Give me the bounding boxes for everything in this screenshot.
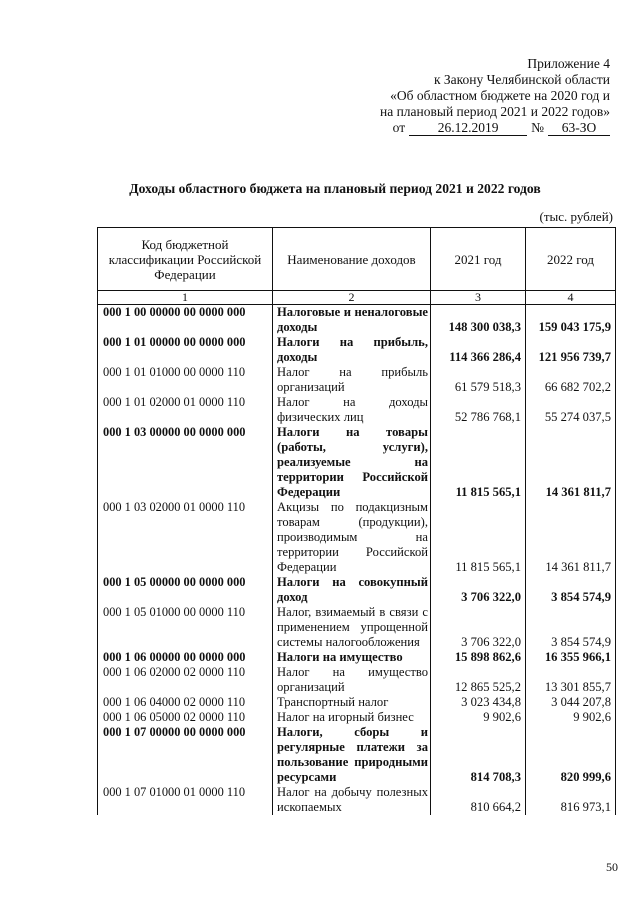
row-value-2021: 148 300 038,3	[431, 305, 526, 336]
row-value-2021: 3 706 322,0	[431, 575, 526, 605]
appendix-title: Приложение 4	[527, 56, 610, 71]
row-code: 000 1 05 01000 00 0000 110	[98, 605, 273, 650]
row-value-2021: 11 815 565,1	[431, 500, 526, 575]
from-label: от	[392, 120, 406, 135]
law-number: 63-ЗО	[548, 121, 610, 136]
row-name: Налоги, сборы и регулярные платежи за пользование природными ресурсами	[273, 725, 431, 785]
row-value-2021: 810 664,2	[431, 785, 526, 815]
header-2021: 2021 год	[431, 228, 526, 291]
table-row	[98, 650, 616, 665]
row-code: 000 1 00 00000 00 0000 000	[98, 305, 273, 336]
row-value-2021: 9 902,6	[431, 710, 526, 725]
row-value-2021: 15 898 862,6	[431, 650, 526, 665]
row-value-2021: 814 708,3	[431, 725, 526, 785]
row-name: Налоговые и неналоговые доходы	[273, 305, 431, 336]
row-name: Налог на имущество организаций	[273, 665, 431, 695]
document-title: Доходы областного бюджета на плановый период 2021 и 2022 годов	[129, 181, 541, 196]
column-number-row	[98, 291, 616, 305]
row-name: Налоги на товары (работы, услуги), реализуемые на территории Российской Федерации	[273, 425, 431, 500]
column-number-3: 3	[431, 291, 526, 305]
row-name: Налог на добычу полезных ископаемых	[273, 785, 431, 815]
row-code: 000 1 01 01000 00 0000 110	[98, 365, 273, 395]
row-code: 000 1 06 04000 02 0000 110	[98, 695, 273, 710]
appendix-law-reference: к Закону Челябинской области	[433, 72, 610, 87]
table-row	[98, 725, 616, 785]
row-code: 000 1 05 00000 00 0000 000	[98, 575, 273, 605]
row-name: Налоги на имущество	[273, 650, 431, 665]
appendix-law-name-2: на плановый период 2021 и 2022 годов»	[379, 104, 610, 119]
row-value-2022: 55 274 037,5	[526, 395, 616, 425]
row-value-2021: 11 815 565,1	[431, 425, 526, 500]
row-code: 000 1 01 02000 01 0000 110	[98, 395, 273, 425]
header-2022: 2022 год	[526, 228, 616, 291]
table-row	[98, 695, 616, 710]
row-name: Налог на доходы физических лиц	[273, 395, 431, 425]
row-value-2021: 114 366 286,4	[431, 335, 526, 365]
revenue-table	[97, 227, 616, 815]
row-value-2021: 3 706 322,0	[431, 605, 526, 650]
row-value-2022: 816 973,1	[526, 785, 616, 815]
row-value-2022: 3 854 574,9	[526, 605, 616, 650]
table-row	[98, 305, 616, 336]
page-number: 50	[606, 860, 618, 874]
table-row	[98, 785, 616, 815]
appendix-law-name-1: «Об областном бюджете на 2020 год и	[390, 88, 610, 103]
table-row	[98, 710, 616, 725]
table-row	[98, 575, 616, 605]
table-row	[98, 500, 616, 575]
table-row	[98, 605, 616, 650]
row-code: 000 1 03 00000 00 0000 000	[98, 425, 273, 500]
header-name: Наименование доходов	[273, 228, 431, 291]
table-row	[98, 425, 616, 500]
row-code: 000 1 07 01000 01 0000 110	[98, 785, 273, 815]
row-code: 000 1 01 00000 00 0000 000	[98, 335, 273, 365]
row-value-2022: 3 044 207,8	[526, 695, 616, 710]
row-value-2022: 14 361 811,7	[526, 425, 616, 500]
appendix-header	[310, 56, 610, 136]
row-value-2021: 12 865 525,2	[431, 665, 526, 695]
row-value-2022: 66 682 702,2	[526, 365, 616, 395]
column-number-4: 4	[526, 291, 616, 305]
table-body	[98, 305, 616, 816]
row-code: 000 1 06 02000 02 0000 110	[98, 665, 273, 695]
row-name: Акцизы по подакцизным товарам (продукции), производимым на территории Российской Федерации	[273, 500, 431, 575]
row-name: Налог на игорный бизнес	[273, 710, 431, 725]
row-value-2021: 52 786 768,1	[431, 395, 526, 425]
law-date: 26.12.2019	[409, 121, 527, 136]
row-value-2022: 3 854 574,9	[526, 575, 616, 605]
row-name: Налог на прибыль организаций	[273, 365, 431, 395]
row-name: Налоги на прибыль, доходы	[273, 335, 431, 365]
table-row	[98, 365, 616, 395]
row-value-2021: 61 579 518,3	[431, 365, 526, 395]
row-code: 000 1 06 05000 02 0000 110	[98, 710, 273, 725]
table-row	[98, 665, 616, 695]
row-value-2022: 16 355 966,1	[526, 650, 616, 665]
row-code: 000 1 06 00000 00 0000 000	[98, 650, 273, 665]
row-name: Налог, взимаемый в связи с применением упрощенной системы налогообложения	[273, 605, 431, 650]
table-header-row	[98, 228, 616, 291]
row-value-2021: 3 023 434,8	[431, 695, 526, 710]
row-value-2022: 13 301 855,7	[526, 665, 616, 695]
row-value-2022: 820 999,6	[526, 725, 616, 785]
row-value-2022: 121 956 739,7	[526, 335, 616, 365]
row-code: 000 1 03 02000 01 0000 110	[98, 500, 273, 575]
row-value-2022: 9 902,6	[526, 710, 616, 725]
table-row	[98, 335, 616, 365]
row-code: 000 1 07 00000 00 0000 000	[98, 725, 273, 785]
number-label: №	[531, 120, 544, 135]
units-label: (тыс. рублей)	[539, 209, 613, 224]
law-date-number	[310, 120, 610, 136]
row-name: Транспортный налог	[273, 695, 431, 710]
row-value-2022: 159 043 175,9	[526, 305, 616, 336]
column-number-2: 2	[273, 291, 431, 305]
row-name: Налоги на совокупный доход	[273, 575, 431, 605]
table-row	[98, 395, 616, 425]
header-code: Код бюджетной классификации Российской Федерации	[98, 228, 273, 291]
column-number-1: 1	[98, 291, 273, 305]
row-value-2022: 14 361 811,7	[526, 500, 616, 575]
